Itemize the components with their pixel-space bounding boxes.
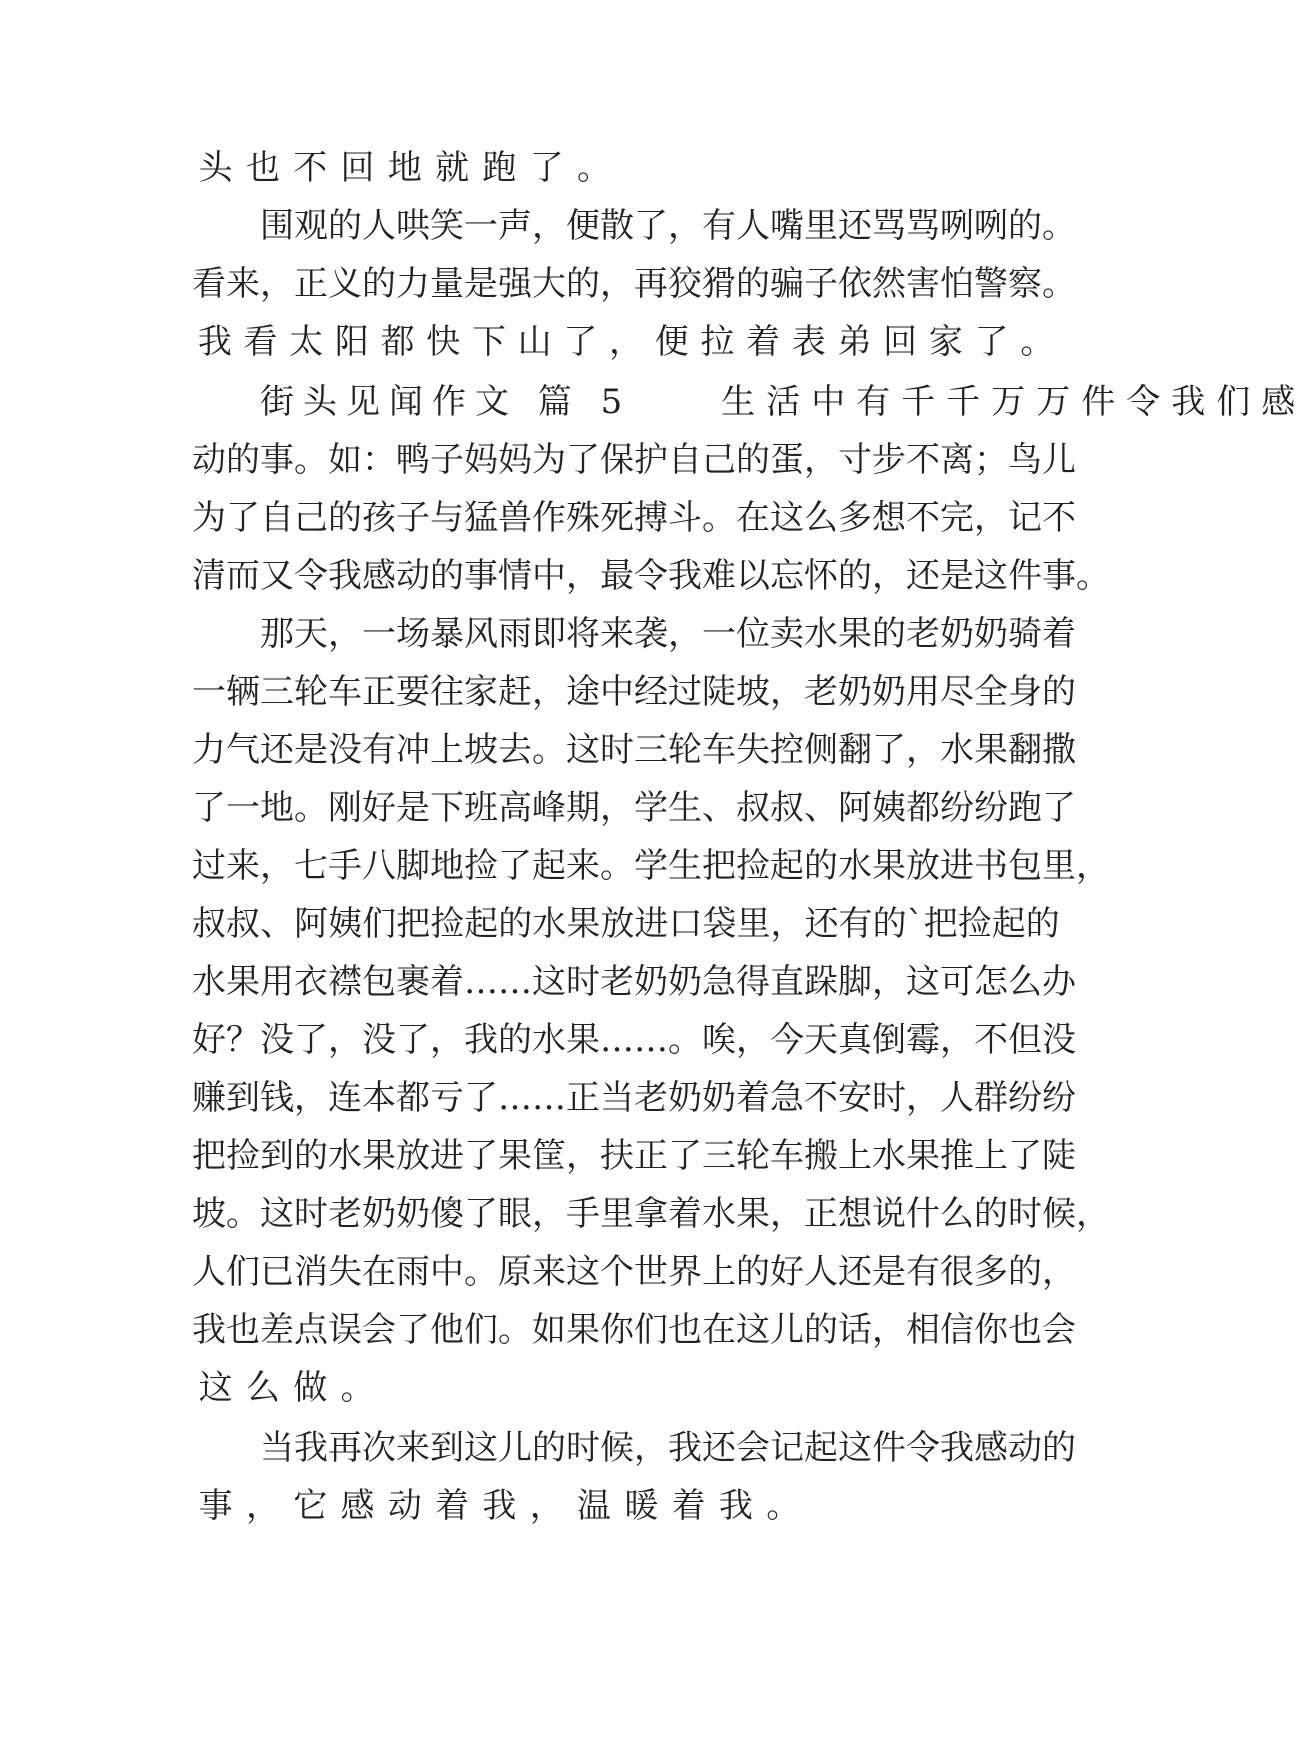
text-line: 动 的 事 。 如 ： 鸭 子 妈 妈 为 了 保 护 自 己 的 蛋 ， 寸 步 不 离 ； 鸟 儿	[192, 440, 1076, 480]
text-line: 人 们 已 消 失 在 雨 中 。 原 来 这 个 世 界 上 的 好 人 还 是 有 很 多 的 ，	[192, 1252, 1076, 1292]
text-line: 头 也 不 回 地 就 跑 了 。	[198, 148, 612, 188]
text-line: 我 看 太 阳 都 快 下 山 了 ， 便 拉 着 表 弟 回 家 了 。	[197, 322, 1055, 362]
text-line: 清 而 又 令 我 感 动 的 事 情 中 ， 最 令 我 难 以 忘 怀 的 ， 还 是 这 件 事 。	[192, 556, 1110, 596]
text-line: 了 一 地 。 刚 好 是 下 班 高 峰 期 ， 学 生 、 叔 叔 、 阿 姨 都 纷 纷 跑 了	[192, 788, 1076, 828]
paragraph-first-line: 那 天 ， 一 场 暴 风 雨 即 将 来 袭 ， 一 位 卖 水 果 的 老 奶 奶 骑 着	[260, 614, 1076, 654]
section-heading-line	[260, 378, 1306, 426]
text-line: 看 来 ， 正 义 的 力 量 是 强 大 的 ， 再 狡 猾 的 骗 子 依 然 害 怕 警 察 。	[192, 264, 1076, 304]
text-line: 叔 叔 、 阿 姨 们 把 捡 起 的 水 果 放 进 口 袋 里 ， 还 有 的 ` 把 捡 起 的	[192, 904, 1060, 944]
section-heading: 街头见闻作文 篇 5	[260, 382, 632, 422]
text-line: 好 ？ 没 了 ， 没 了 ， 我 的 水 果 … … 。 唉 ， 今 天 真 倒 霉 ， 不 但 没	[192, 1020, 1076, 1060]
text-line: 事 ， 它 感 动 着 我 ， 温 暖 着 我 。	[198, 1486, 801, 1526]
text-line: 为 了 自 己 的 孩 子 与 猛 兽 作 殊 死 搏 斗 。 在 这 么 多 想 不 完 ， 记 不	[192, 498, 1076, 538]
text-line: 过 来 ， 七 手 八 脚 地 捡 了 起 来 。 学 生 把 捡 起 的 水 果 放 进 书 包 里 ，	[192, 846, 1110, 886]
text-line: 一 辆 三 轮 车 正 要 往 家 赶 ， 途 中 经 过 陡 坡 ， 老 奶 奶 用 尽 全 身 的	[192, 672, 1076, 712]
text-line: 坡 。 这 时 老 奶 奶 傻 了 眼 ， 手 里 拿 着 水 果 ， 正 想 说 什 么 的 时 候 ，	[192, 1194, 1110, 1234]
text-line: 水 果 用 衣 襟 包 裹 着 … … 这 时 老 奶 奶 急 得 直 跺 脚 ， 这 可 怎 么 办	[192, 962, 1076, 1002]
text-line: 这 么 做 。	[198, 1368, 375, 1408]
text-line: 把 捡 到 的 水 果 放 进 了 果 筐 ， 扶 正 了 三 轮 车 搬 上 水 果 推 上 了 陡	[192, 1136, 1076, 1176]
text-line: 力 气 还 是 没 有 冲 上 坡 去 。 这 时 三 轮 车 失 控 侧 翻 了 ， 水 果 翻 撒	[192, 730, 1076, 770]
paragraph-first-line: 围 观 的 人 哄 笑 一 声 ， 便 散 了 ， 有 人 嘴 里 还 骂 骂 咧 咧 的 。	[260, 206, 1076, 246]
text-line: 赚 到 钱 ， 连 本 都 亏 了 … … 正 当 老 奶 奶 着 急 不 安 时 ， 人 群 纷 纷	[192, 1078, 1076, 1118]
section-first-line: 生活中有千千万万件令我们感	[721, 382, 1306, 422]
paragraph-first-line: 当 我 再 次 来 到 这 儿 的 时 候 ， 我 还 会 记 起 这 件 令 我 感 动 的	[260, 1428, 1076, 1468]
text-line: 我 也 差 点 误 会 了 他 们 。 如 果 你 们 也 在 这 儿 的 话 ， 相 信 你 也 会	[192, 1310, 1076, 1350]
